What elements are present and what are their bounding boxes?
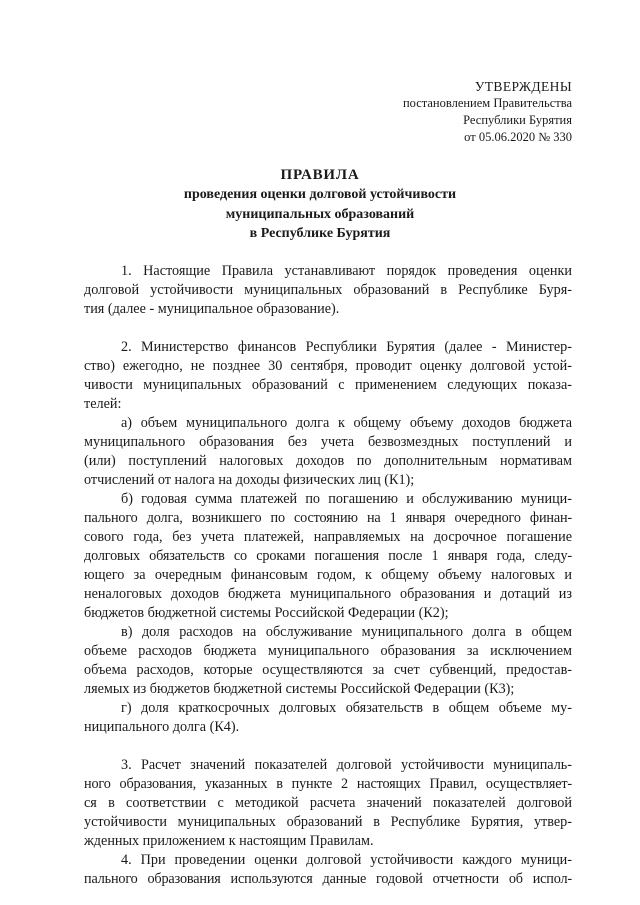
- document-body: [84, 262, 572, 889]
- approval-word: УТВЕРЖДЕНЫ: [474, 79, 572, 94]
- approval-issuer: постановлением Правительства: [402, 96, 572, 110]
- text-line: 2. Министерство финансов Республики Бурятия (далее - Министер-: [121, 339, 572, 355]
- paragraph-1: [84, 262, 572, 319]
- text-line: ся в соответствии с методикой расчета значений показателей долговой: [84, 795, 572, 811]
- text-line: ниципального долга (К4).: [84, 719, 240, 735]
- text-line: долговой устойчивости муниципальных образований в Республике Буря-: [84, 282, 572, 298]
- text-line: 3. Расчет значений показателей долговой устойчивости муниципаль-: [121, 757, 572, 773]
- title-line: в Республике Бурятия: [249, 226, 391, 241]
- text-line: пального долга, возникшего по состоянию на 1 января очередного финан-: [84, 510, 572, 526]
- text-line: а) объем муниципального долга к общему объему доходов бюджета: [121, 415, 572, 431]
- text-line: сового года, без учета платежей, направляемых на досрочное погашение: [84, 529, 572, 545]
- text-line: пального образования используются данные годовой отчетности об испол-: [84, 871, 572, 887]
- text-line: бюджетов бюджетной системы Российской Федерации (К2);: [84, 605, 449, 621]
- paragraph-2b: [84, 490, 572, 623]
- paragraph-2a: [84, 414, 572, 490]
- title-heading: ПРАВИЛА: [280, 167, 360, 183]
- text-line: отчислений от налога на доходы физических лиц (К1);: [84, 472, 415, 488]
- text-line: б) годовая сумма платежей по погашению и обслуживанию муници-: [121, 491, 572, 507]
- paragraph-4: [84, 851, 572, 889]
- text-line: объема расходов, которые осуществляются за счет субвенций, предостав-: [84, 662, 572, 678]
- text-line: г) доля краткосрочных долговых обязательств в общем объеме му-: [121, 700, 572, 716]
- text-line: долговых обязательств со сроками погашения после 1 января года, следу-: [84, 548, 572, 564]
- text-line: ство) ежегодно, не позднее 30 сентября, проводит оценку долговой устой-: [84, 358, 572, 374]
- text-line: жденных приложением к настоящим Правилам.: [84, 833, 374, 849]
- paragraph-2d: [84, 699, 572, 737]
- paragraph-3: [84, 756, 572, 851]
- text-line: 4. При проведении оценки долговой устойчивости каждого муници-: [121, 852, 572, 868]
- text-line: ляемых из бюджетов бюджетной системы Российской Федерации (К3);: [84, 681, 515, 697]
- text-line: (или) поступлений налоговых доходов по дополнительным нормативам: [84, 453, 572, 469]
- text-line: чивости муниципальных образований с применением следующих показа-: [84, 377, 572, 393]
- text-line: объеме расходов бюджета муниципального образования за исключением: [84, 643, 572, 659]
- text-line: неналоговых доходов бюджета муниципального образования и дотаций из: [84, 586, 572, 602]
- text-line: телей:: [84, 396, 122, 412]
- text-line: устойчивости муниципальных образований в Республике Бурятия, утвер-: [84, 814, 572, 830]
- text-line: ного образования, указанных в пункте 2 настоящих Правил, осуществляет-: [84, 776, 572, 792]
- text-line: в) доля расходов на обслуживание муниципального долга в общем: [121, 624, 572, 640]
- approval-republic: Республики Бурятия: [463, 113, 572, 127]
- approval-stamp: [403, 78, 572, 146]
- approval-date-number: от 05.06.2020 № 330: [464, 130, 572, 144]
- paragraph-2: [84, 338, 572, 414]
- title-line: проведения оценки долговой устойчивости: [183, 187, 457, 202]
- title-line: муниципальных образований: [225, 206, 415, 222]
- text-line: ющего за очередным финансовым годом, к общему объему налоговых и: [84, 567, 572, 583]
- text-line: 1. Настоящие Правила устанавливают порядок проведения оценки: [121, 263, 572, 279]
- text-line: тия (далее - муниципальное образование).: [84, 301, 340, 317]
- paragraph-2c: [84, 623, 572, 699]
- text-line: муниципального образования без учета безвозмездных поступлений и: [84, 434, 572, 450]
- document-title: [0, 165, 640, 244]
